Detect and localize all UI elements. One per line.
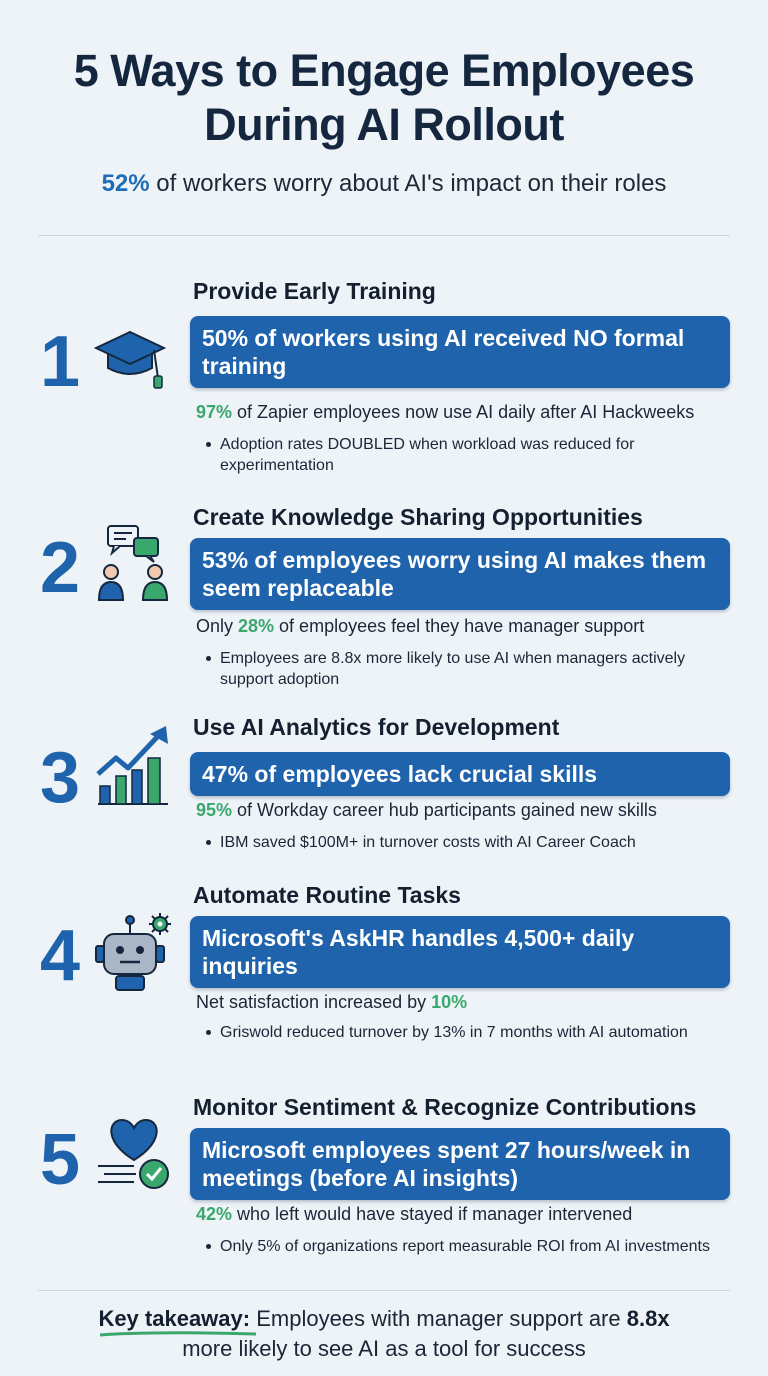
section-callout: Microsoft employees spent 27 hours/week in meetings (before AI insights) xyxy=(190,1128,730,1200)
stat-text: of Workday career hub participants gained new skills xyxy=(232,800,657,820)
section-callout: 53% of employees worry using AI makes them seem replaceable xyxy=(190,538,730,610)
section-number: 5 xyxy=(40,1120,81,1200)
subtitle xyxy=(0,170,768,198)
graduation-cap-icon xyxy=(94,322,166,397)
section-title: Create Knowledge Sharing Opportunities xyxy=(193,504,643,530)
key-takeaway xyxy=(0,1304,768,1364)
stat-highlight: 95% xyxy=(196,800,233,820)
heart-check-icon xyxy=(94,1116,174,1201)
section-bullet: Adoption rates DOUBLED when workload was reduced for experimentation xyxy=(204,434,720,476)
stat-highlight: 97% xyxy=(196,402,233,422)
stat-highlight: 28% xyxy=(238,616,275,636)
robot-gear-icon xyxy=(94,910,174,997)
highlight-underline xyxy=(98,1329,258,1339)
stat-highlight: 10% xyxy=(431,992,468,1012)
stat-text: of Zapier employees now use AI daily after AI Hackweeks xyxy=(232,402,695,422)
stat-highlight: 42% xyxy=(196,1204,233,1224)
takeaway-label: Key takeaway: xyxy=(98,1306,250,1331)
stat-text: who left would have stayed if manager intervened xyxy=(232,1204,633,1224)
takeaway-bold: 8.8x xyxy=(626,1306,670,1331)
divider xyxy=(38,1290,730,1291)
section-stat xyxy=(196,1204,632,1225)
section-stat xyxy=(196,616,644,637)
section-stat xyxy=(196,992,467,1013)
section-title: Use AI Analytics for Development xyxy=(193,714,560,740)
section-title: Automate Routine Tasks xyxy=(193,882,461,908)
divider xyxy=(38,235,730,236)
subtitle-stat: 52% xyxy=(101,170,150,197)
section-callout: 50% of workers using AI received NO formal training xyxy=(190,316,730,388)
title-line-1: 5 Ways to Engage Employees xyxy=(73,45,695,96)
takeaway-line-2: more likely to see AI as a tool for success xyxy=(182,1336,586,1361)
section-title: Provide Early Training xyxy=(193,278,436,304)
section-callout: Microsoft's AskHR handles 4,500+ daily inquiries xyxy=(190,916,730,988)
page-title xyxy=(0,44,768,152)
title-line-2: During AI Rollout xyxy=(204,99,564,150)
section-stat xyxy=(196,800,657,821)
section-callout: 47% of employees lack crucial skills xyxy=(190,752,730,796)
stat-text: of employees feel they have manager support xyxy=(274,616,645,636)
takeaway-text-1: Employees with manager support are xyxy=(250,1306,627,1331)
section-bullet: Employees are 8.8x more likely to use AI when managers actively support adoption xyxy=(204,648,720,690)
people-chat-icon xyxy=(94,524,174,609)
section-bullet: Griswold reduced turnover by 13% in 7 months with AI automation xyxy=(204,1022,720,1043)
stat-prefix: Only xyxy=(196,616,239,636)
section-bullet: IBM saved $100M+ in turnover costs with AI Career Coach xyxy=(204,832,720,853)
section-number: 4 xyxy=(40,916,81,996)
growth-chart-icon xyxy=(94,724,174,813)
section-title: Monitor Sentiment & Recognize Contributions xyxy=(193,1094,697,1120)
section-number: 1 xyxy=(40,322,81,402)
section-stat xyxy=(196,402,694,423)
section-number: 2 xyxy=(40,528,81,608)
section-number: 3 xyxy=(40,738,81,818)
subtitle-text: of workers worry about AI's impact on their roles xyxy=(149,170,667,197)
section-bullet: Only 5% of organizations report measurable ROI from AI investments xyxy=(204,1236,720,1257)
takeaway-line-1 xyxy=(0,1304,768,1334)
stat-prefix: Net satisfaction increased by xyxy=(196,992,432,1012)
